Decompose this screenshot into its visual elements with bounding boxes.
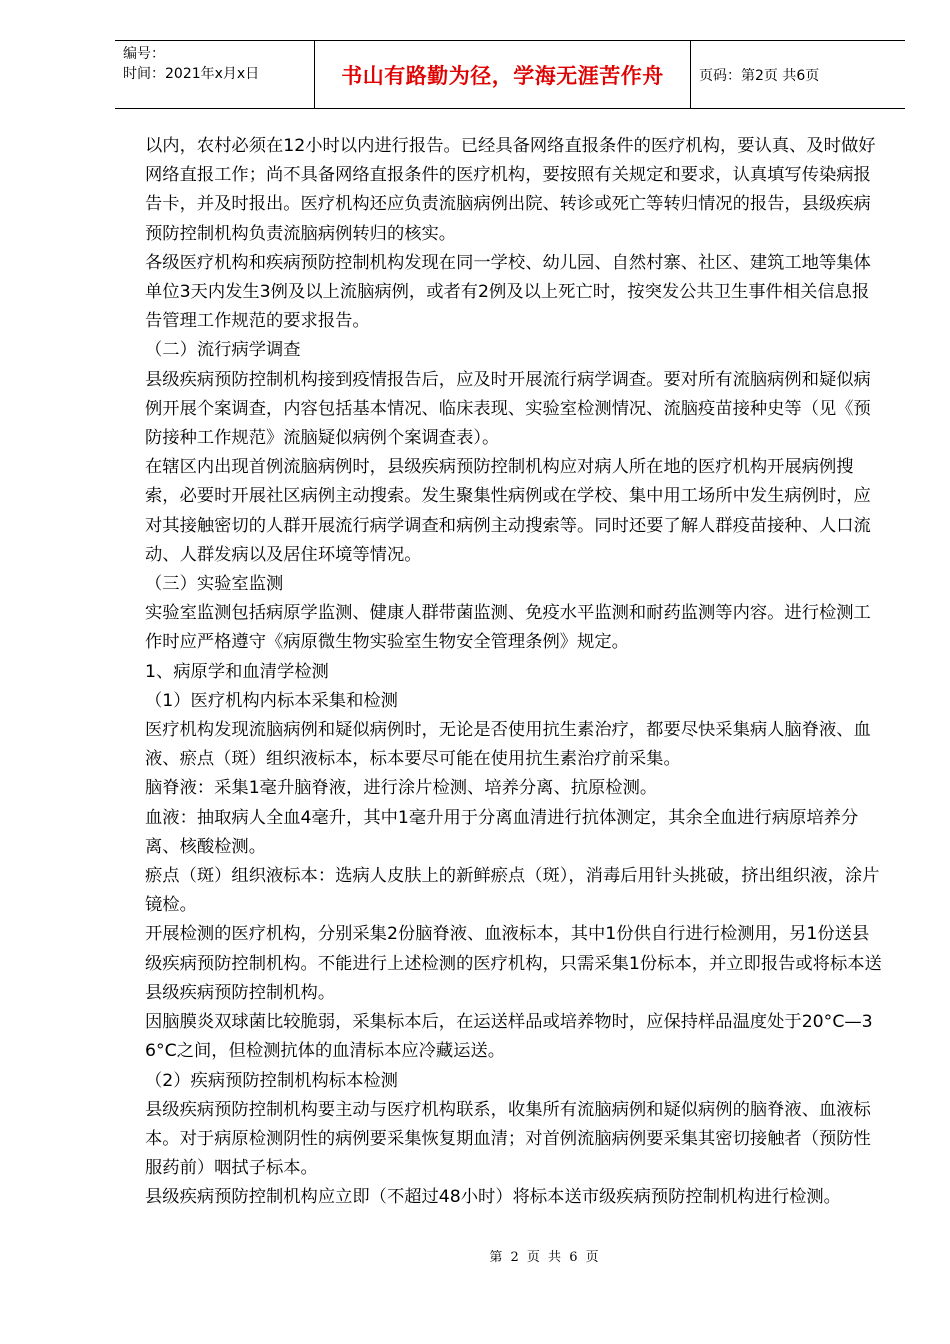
subsection-heading: 1、病原学和血清学检测 [145, 661, 329, 682]
paragraph: 实验室监测包括病原学监测、健康人群带菌监测、免疫水平监测和耐药监测等内容。进行检测工作时应严格遵守《病原微生物实验室生物安全管理条例》规定。 [145, 603, 871, 653]
subsection-heading: （2）疾病预防控制机构标本检测 [145, 1070, 398, 1091]
serial-number-label: 编号： [123, 46, 165, 62]
paragraph: 以内，农村必须在12小时以内进行报告。已经具备网络直报条件的医疗机构，要认真、及时做好网络直报工作；尚不具备网络直报条件的医疗机构，要按照有关规定和要求，认真填写传染病报告卡，并及时报出。医疗机构还应负责流脑病例出院、转诊或死亡等转归情况的报告，县级疾病预防控制机构负责流脑病例转归的核实。 [145, 136, 876, 244]
header-page-info: 页码：第2页 共6页 [699, 67, 820, 84]
section-heading: （二）流行病学调查 [145, 340, 301, 361]
paragraph: 各级医疗机构和疾病预防控制机构发现在同一学校、幼儿园、自然村寨、社区、建筑工地等集体单位3天内发生3例及以上流脑病例，或者有2例及以上死亡时，按突发公共卫生事件相关信息报告管理工作规范的要求报告。 [145, 252, 871, 332]
section-heading: （三）实验室监测 [145, 574, 284, 595]
document-body [145, 132, 885, 1213]
header-meta [115, 41, 315, 108]
paragraph: 医疗机构发现流脑病例和疑似病例时，无论是否使用抗生素治疗，都要尽快采集病人脑脊液、血液、瘀点（斑）组织液标本，标本要尽可能在使用抗生素治疗前采集。 [145, 720, 871, 770]
paragraph: 因脑膜炎双球菌比较脆弱，采集标本后，在运送样品或培养物时，应保持样品温度处于20°C—36°C之间，但检测抗体的血清标本应冷藏运送。 [145, 1012, 873, 1062]
paragraph: 县级疾病预防控制机构要主动与医疗机构联系，收集所有流脑病例和疑似病例的脑脊液、血液标本。对于病原检测阴性的病例要采集恢复期血清；对首例流脑病例要采集其密切接触者（预防性服药前）咽拭子标本。 [145, 1099, 871, 1179]
paragraph: 瘀点（斑）组织液标本：选病人皮肤上的新鲜瘀点（斑），消毒后用针头挑破，挤出组织液，涂片镜检。 [145, 866, 880, 916]
date-label: 时间：2021年x月x日 [123, 66, 260, 82]
paragraph: 县级疾病预防控制机构应立即（不超过48小时）将标本送市级疾病预防控制机构进行检测。 [145, 1187, 841, 1208]
paragraph: 血液：抽取病人全血4毫升，其中1毫升用于分离血清进行抗体测定，其余全血进行病原培养分离、核酸检测。 [145, 807, 859, 857]
paragraph: 脑脊液：采集1毫升脑脊液，进行涂片检测、培养分离、抗原检测。 [145, 778, 658, 799]
subsection-heading: （1）医疗机构内标本采集和检测 [145, 690, 398, 711]
page-footer: 第 2 页 共 6 页 [489, 1250, 601, 1265]
paragraph: 开展检测的医疗机构，分别采集2份脑脊液、血液标本，其中1份供自行进行检测用，另1份送县级疾病预防控制机构。不能进行上述检测的医疗机构，只需采集1份标本，并立即报告或将标本送县级疾病预防控制机构。 [145, 924, 882, 1003]
page-header [115, 40, 905, 109]
paragraph: 在辖区内出现首例流脑病例时，县级疾病预防控制机构应对病人所在地的医疗机构开展病例搜索，必要时开展社区病例主动搜索。发生聚集性病例或在学校、集中用工场所中发生病例时，应对其接触密切的人群开展流行病学调查和病例主动搜索等。同时还要了解人群疫苗接种、人口流动、人群发病以及居住环境等情况。 [145, 457, 871, 565]
header-motto: 书山有路勤为径，学海无涯苦作舟 [315, 41, 691, 108]
paragraph: 县级疾病预防控制机构接到疫情报告后，应及时开展流行病学调查。要对所有流脑病例和疑似病例开展个案调查，内容包括基本情况、临床表现、实验室检测情况、流脑疫苗接种史等（见《预防接种工作规范》流脑疑似病例个案调查表）。 [145, 369, 871, 449]
